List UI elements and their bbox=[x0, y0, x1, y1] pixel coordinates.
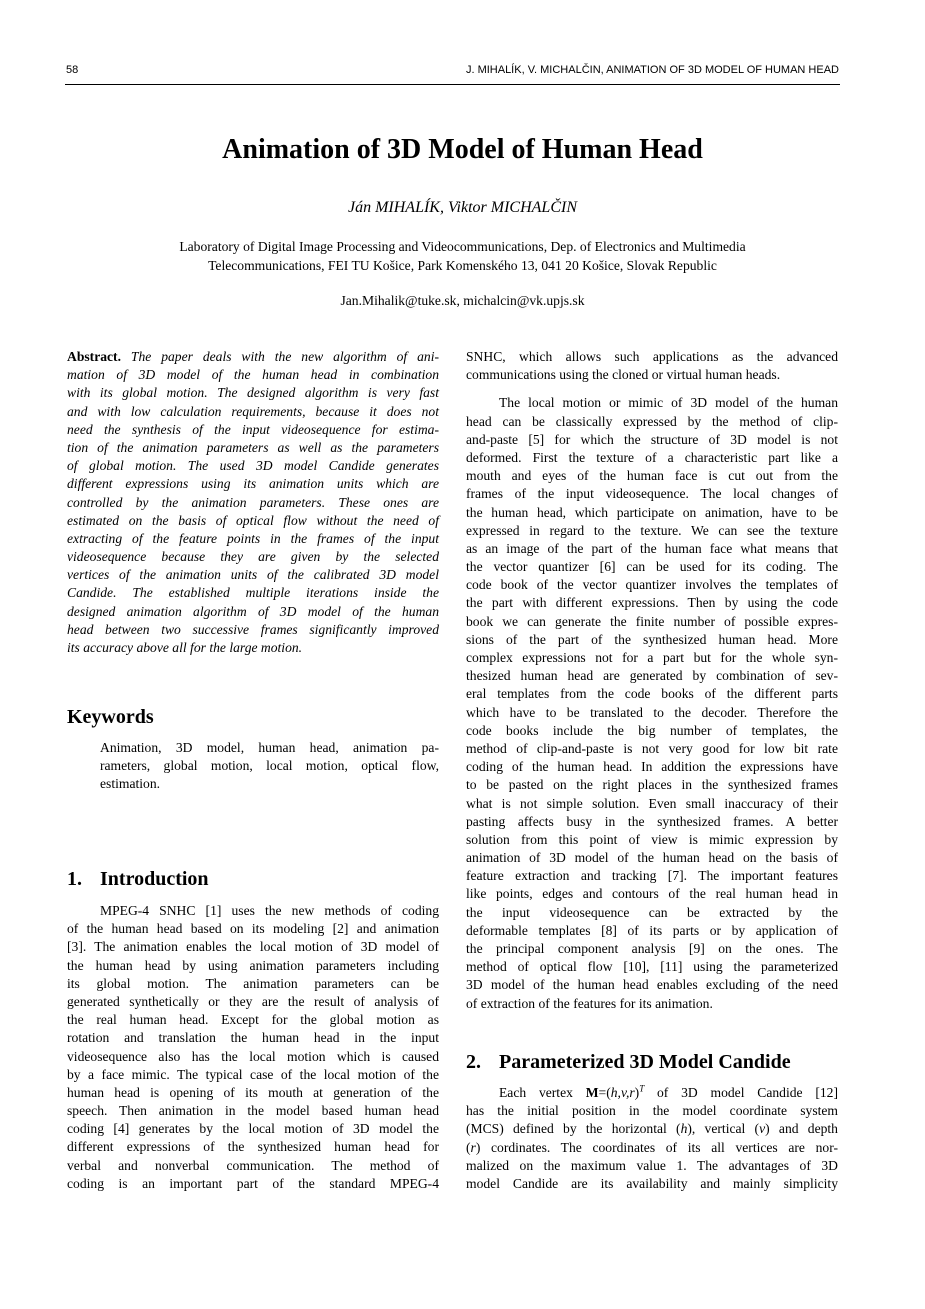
text-line: like points, edges and contours of the real human head in bbox=[466, 886, 838, 902]
text-line: of extraction of the features for its animation. bbox=[466, 995, 713, 1011]
text-line: videosequence because they are given by the selected bbox=[67, 549, 439, 565]
section-2-text bbox=[466, 1084, 838, 1193]
authors: Ján MIHALÍK, Viktor MICHALČIN bbox=[347, 199, 577, 216]
affiliation-line: Laboratory of Digital Image Processing and Videocommunications, Dep. of Electronics and Multimedia bbox=[179, 239, 746, 254]
text-line: Candide. The established multiple iterations inside the bbox=[67, 585, 439, 601]
affiliation bbox=[0, 238, 925, 275]
text-line: rameters, global motion, local motion, optical flow, bbox=[100, 758, 439, 774]
text-run: of 3D model Candide [12] bbox=[644, 1085, 838, 1100]
text-line: head can be classically expressed by the method of clip- bbox=[466, 413, 838, 429]
text-line: different expressions of the synthesized human head for bbox=[67, 1139, 439, 1155]
paragraph-gap bbox=[466, 384, 838, 394]
keywords-text bbox=[100, 739, 439, 794]
text-line: 3D model of the human head enables excluding of the need bbox=[466, 977, 838, 993]
paragraph bbox=[466, 1084, 838, 1193]
italic-text: h,v,r bbox=[610, 1085, 635, 1100]
text-line: the human head, which participate on animation, have to be bbox=[466, 504, 838, 520]
text-line: MPEG-4 SNHC [1] uses the new methods of coding bbox=[100, 903, 439, 918]
text-line: rotation and translation the human head in the input bbox=[67, 1030, 439, 1046]
text-line: what is not simple solution. Even small inaccuracy of their bbox=[466, 795, 838, 811]
paragraph bbox=[100, 739, 439, 794]
text-line: verbal and nonverbal communication. The method of bbox=[67, 1157, 439, 1173]
text-run: Each vertex bbox=[499, 1085, 586, 1100]
text-line: tion of the animation parameters as well as the parameters bbox=[67, 439, 439, 455]
text-run: ) cordinates. The coordinates of its all vertices are nor- bbox=[475, 1139, 838, 1155]
text-run: ) bbox=[634, 1085, 640, 1100]
text-line: mouth and eyes of the human face is cut out from the bbox=[466, 468, 838, 484]
text-line bbox=[466, 1139, 838, 1157]
text-line: extracting of the feature points in the frames of the input bbox=[67, 530, 439, 546]
text-line: The local motion or mimic of 3D model of the human bbox=[499, 395, 838, 411]
text-run: ) and depth bbox=[765, 1121, 838, 1137]
text-line bbox=[67, 348, 439, 366]
text-run: (MCS) defined by the horizontal ( bbox=[466, 1121, 681, 1137]
italic-text: v bbox=[759, 1121, 766, 1137]
text-line: different expressions using its animation units which are bbox=[67, 476, 439, 492]
text-line: vertices of the animation units of the calibrated 3D model bbox=[67, 567, 439, 583]
text-line: feature extraction and tracking [7]. The important features bbox=[466, 868, 838, 884]
text-line: malized on the maximum value 1. The advantages of 3D bbox=[466, 1157, 838, 1173]
text-line: with its global motion. The designed algorithm is very fast bbox=[67, 385, 439, 401]
text-line: its accuracy above all for the large motion. bbox=[67, 640, 303, 655]
keywords-heading: Keywords bbox=[67, 706, 154, 728]
abstract bbox=[67, 348, 439, 657]
text-line: Animation, 3D model, human head, animation pa- bbox=[100, 740, 439, 755]
text-line: and with low calculation requirements, because it does not bbox=[67, 403, 439, 419]
text-line bbox=[466, 1120, 838, 1138]
text-line: code book of the vector quantizer involves the templates of bbox=[466, 577, 838, 593]
text-line: coding of the human head. In addition the expressions have bbox=[466, 759, 838, 775]
section-title: Parameterized 3D Model Candide bbox=[499, 1051, 791, 1073]
paragraph bbox=[67, 348, 439, 657]
text-line: head between two successive frames significantly improved bbox=[67, 621, 439, 637]
text-line: generated synthetically or they are the result of analysis of bbox=[67, 993, 439, 1009]
affiliation-line: Telecommunications, FEI TU Košice, Park Komenského 13, 041 20 Košice, Slovak Republic bbox=[208, 257, 717, 273]
text-line: need the synthesis of the input videosequence for estima- bbox=[67, 421, 439, 437]
text-line: communications using the cloned or virtual human heads. bbox=[466, 367, 781, 383]
text-line: videosequence also has the local motion which is caused bbox=[67, 1048, 439, 1064]
text-line: estimation. bbox=[100, 776, 161, 792]
introduction-text bbox=[67, 902, 439, 1193]
section-number: 1. bbox=[67, 868, 82, 890]
page-number: 58 bbox=[66, 64, 79, 76]
header-rule bbox=[65, 84, 840, 85]
text-line: controlled by the animation parameters. These ones are bbox=[67, 494, 439, 510]
text-line: as an image of the part of the human face what means that bbox=[466, 540, 838, 556]
paragraph bbox=[67, 902, 439, 1193]
text-line bbox=[466, 1084, 838, 1102]
text-line: the vector quantizer [6] can be used for its coding. The bbox=[466, 559, 838, 575]
text-line: by a face mimic. The typical case of the local motion of the bbox=[67, 1066, 439, 1082]
text-line: thesized human head are generated by combination of sev- bbox=[466, 668, 838, 684]
text-line: SNHC, which allows such applications as the advanced bbox=[466, 349, 838, 364]
text-line: deformed. First the texture of a characteristic part like a bbox=[466, 449, 838, 465]
text-line: designed animation algorithm of 3D model of the human bbox=[67, 603, 439, 619]
text-line: has the initial position in the model coordinate system bbox=[466, 1103, 838, 1119]
text-line: mation of 3D model of the human head in combination bbox=[67, 367, 439, 383]
right-column-text bbox=[466, 348, 838, 1013]
text-line: eral templates from the code books of the different parts bbox=[466, 686, 838, 702]
paragraph bbox=[466, 348, 838, 384]
section-1-heading bbox=[67, 868, 209, 891]
text-line: coding is an important part of the standard MPEG-4 bbox=[67, 1175, 439, 1191]
text-line: of global motion. The used 3D model Candide generates bbox=[67, 458, 439, 474]
text-line: method of optical flow [10], [11] using the parameterized bbox=[466, 959, 838, 975]
italic-text: r bbox=[470, 1139, 476, 1155]
text-run: =( bbox=[598, 1085, 611, 1100]
text-line: which have to be translated to the decoder. Therefore the bbox=[466, 704, 838, 720]
text-line: the real human head. Except for the global motion as bbox=[67, 1012, 439, 1028]
text-line: complex expressions not for a part but for the whole syn- bbox=[466, 650, 838, 665]
text-line: the human head by using animation parameters including bbox=[67, 957, 439, 973]
text-line: book we can generate the finite number of possible expres- bbox=[466, 613, 838, 629]
text-line: of the human head based on its modeling [2] and animation bbox=[67, 921, 439, 937]
section-2-heading bbox=[466, 1051, 791, 1074]
text-line: animation of 3D model of the human head on the basis of bbox=[466, 850, 838, 866]
text-line: sions of the part of the synthesized human head. More bbox=[466, 631, 838, 647]
text-line: to be pasted on the right places in the synthesized frames bbox=[466, 777, 838, 793]
text-line: the principal component analysis [9] on the ones. The bbox=[466, 941, 838, 956]
italic-text: h bbox=[680, 1121, 688, 1137]
section-number: 2. bbox=[466, 1051, 481, 1073]
paragraph bbox=[466, 394, 838, 1012]
text-line: model Candide are its availability and mainly simplicity bbox=[466, 1175, 838, 1191]
text-line: deformable templates [8] of its parts or by application of bbox=[466, 922, 838, 938]
text-line: code books include the big number of templates, the bbox=[466, 722, 838, 738]
text-line: [3]. The animation enables the local motion of 3D model of bbox=[67, 939, 439, 955]
text-line: the input videosequence can be extracted by the bbox=[466, 904, 838, 920]
text-line: method of clip-and-paste is not very good for low bit rate bbox=[466, 740, 838, 756]
text-line: pasting affects busy in the synthesized frames. A better bbox=[466, 813, 838, 829]
paper-title: Animation of 3D Model of Human Head bbox=[222, 134, 703, 165]
text-line: expressed in regard to the texture. We can see the texture bbox=[466, 522, 838, 538]
text-run: ), vertical ( bbox=[687, 1121, 760, 1137]
text-line: and-paste [5] for which the structure of 3D model is not bbox=[466, 431, 838, 447]
section-title: Introduction bbox=[100, 868, 209, 890]
author-emails: Jan.Mihalik@tuke.sk, michalcin@vk.upjs.sk bbox=[340, 293, 585, 308]
text-line: human head is opening of its mouth at generation of the bbox=[67, 1084, 439, 1100]
text-line: solution from this point of view is mimic expression by bbox=[466, 831, 838, 847]
text-line: frames of the input videosequence. The local changes of bbox=[466, 486, 838, 502]
text-line: estimated on the basis of optical flow without the need of bbox=[67, 512, 439, 528]
text-line: its global motion. The animation parameters can be bbox=[67, 975, 439, 991]
text-line: the part with different expressions. Then by using the code bbox=[466, 595, 838, 611]
superscript: T bbox=[639, 1083, 645, 1094]
text-run: The paper deals with the new algorithm of ani- bbox=[130, 349, 439, 364]
running-head: J. MIHALÍK, V. MICHALČIN, ANIMATION OF 3D MODEL OF HUMAN HEAD bbox=[465, 64, 839, 76]
bold-text: M bbox=[585, 1085, 599, 1100]
bold-text: Abstract. bbox=[67, 349, 131, 364]
text-run: ( bbox=[466, 1139, 471, 1155]
text-line: coding [4] generates by the local motion of 3D model the bbox=[67, 1121, 439, 1137]
text-line: speech. Then animation in the model based human head bbox=[67, 1103, 439, 1119]
